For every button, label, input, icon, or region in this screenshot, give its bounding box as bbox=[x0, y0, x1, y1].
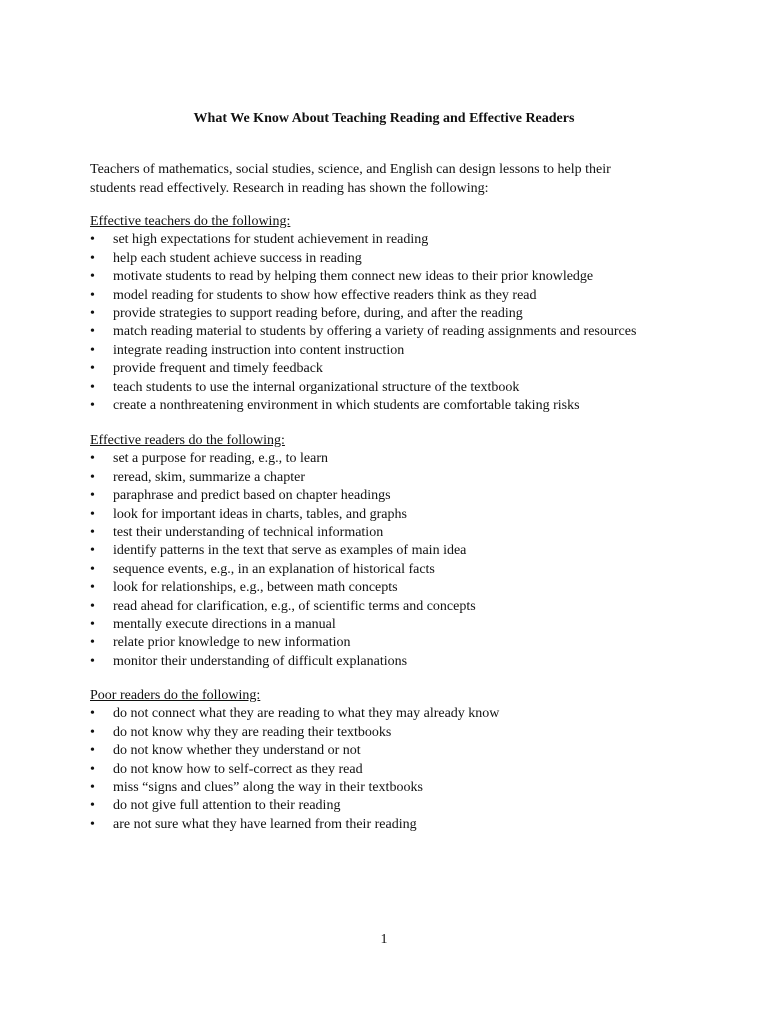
intro-line: students read effectively. Research in reading has shown the following: bbox=[90, 180, 489, 196]
list-item-text: help each student achieve success in reading bbox=[113, 250, 362, 266]
bullet-icon: • bbox=[90, 269, 95, 285]
list-item bbox=[90, 379, 730, 397]
list-item bbox=[90, 469, 730, 487]
list-item-text: test their understanding of technical information bbox=[113, 525, 384, 541]
bullet-icon: • bbox=[90, 724, 95, 740]
list-item-text: do not know how to self-correct as they read bbox=[113, 761, 363, 777]
bullet-icon: • bbox=[90, 798, 95, 814]
section-heading: Effective readers do the following: bbox=[90, 433, 285, 448]
list-item bbox=[90, 761, 730, 779]
bullet-icon: • bbox=[90, 635, 95, 651]
list-item bbox=[90, 524, 730, 542]
list-item-text: do not know why they are reading their textbooks bbox=[113, 724, 392, 740]
bullet-icon: • bbox=[90, 361, 95, 377]
list-item-text: relate prior knowledge to new information bbox=[113, 635, 351, 651]
bullet-icon: • bbox=[90, 324, 95, 340]
bullet-icon: • bbox=[90, 617, 95, 633]
list-item bbox=[90, 797, 730, 815]
list-item-text: set a purpose for reading, e.g., to learn bbox=[113, 451, 328, 467]
list-item bbox=[90, 561, 730, 579]
list-item-text: match reading material to students by offering a variety of reading assignments and resources bbox=[113, 324, 637, 340]
list-item bbox=[90, 268, 730, 286]
list-item bbox=[90, 250, 730, 268]
list-item bbox=[90, 305, 730, 323]
list-item bbox=[90, 742, 730, 760]
bullet-icon: • bbox=[90, 306, 95, 322]
section-effective-readers bbox=[90, 432, 730, 671]
list-item-text: set high expectations for student achievement in reading bbox=[113, 232, 429, 248]
list-item bbox=[90, 487, 730, 505]
bullet-list bbox=[90, 705, 730, 834]
bullet-icon: • bbox=[90, 451, 95, 467]
list-item bbox=[90, 360, 730, 378]
list-item-text: sequence events, e.g., in an explanation of historical facts bbox=[113, 561, 435, 577]
list-item bbox=[90, 816, 730, 834]
bullet-list bbox=[90, 231, 730, 415]
page-title: What We Know About Teaching Reading and Effective Readers bbox=[193, 111, 575, 126]
bullet-icon: • bbox=[90, 653, 95, 669]
list-item-text: motivate students to read by helping them connect new ideas to their prior knowledge bbox=[113, 269, 594, 285]
list-item-text: paraphrase and predict based on chapter headings bbox=[113, 488, 391, 504]
list-item-text: monitor their understanding of difficult explanations bbox=[113, 653, 408, 669]
list-item bbox=[90, 598, 730, 616]
bullet-icon: • bbox=[90, 598, 95, 614]
list-item-text: teach students to use the internal organizational structure of the textbook bbox=[113, 379, 520, 395]
bullet-icon: • bbox=[90, 706, 95, 722]
list-item bbox=[90, 450, 730, 468]
section-poor-readers bbox=[90, 687, 730, 834]
list-item bbox=[90, 779, 730, 797]
bullet-icon: • bbox=[90, 816, 95, 832]
bullet-icon: • bbox=[90, 287, 95, 303]
bullet-icon: • bbox=[90, 561, 95, 577]
list-item-text: provide strategies to support reading before, during, and after the reading bbox=[113, 306, 523, 322]
intro-line: Teachers of mathematics, social studies, science, and English can design lessons to help their bbox=[90, 162, 611, 177]
list-item bbox=[90, 705, 730, 723]
list-item-text: provide frequent and timely feedback bbox=[113, 361, 323, 377]
bullet-icon: • bbox=[90, 398, 95, 414]
bullet-icon: • bbox=[90, 379, 95, 395]
list-item bbox=[90, 342, 730, 360]
list-item bbox=[90, 287, 730, 305]
list-item bbox=[90, 231, 730, 249]
bullet-icon: • bbox=[90, 506, 95, 522]
list-item bbox=[90, 397, 730, 415]
list-item bbox=[90, 653, 730, 671]
section-heading: Poor readers do the following: bbox=[90, 688, 261, 703]
bullet-icon: • bbox=[90, 469, 95, 485]
list-item-text: look for important ideas in charts, tables, and graphs bbox=[113, 506, 407, 522]
list-item-text: do not know whether they understand or not bbox=[113, 743, 361, 759]
list-item bbox=[90, 542, 730, 560]
bullet-icon: • bbox=[90, 488, 95, 504]
list-item-text: model reading for students to show how effective readers think as they read bbox=[113, 287, 537, 303]
section-effective-teachers bbox=[90, 213, 730, 415]
list-item-text: are not sure what they have learned from their reading bbox=[113, 816, 417, 832]
list-item-text: reread, skim, summarize a chapter bbox=[113, 469, 306, 485]
list-item bbox=[90, 506, 730, 524]
bullet-icon: • bbox=[90, 543, 95, 559]
bullet-list bbox=[90, 450, 730, 671]
list-item-text: do not connect what they are reading to what they may already know bbox=[113, 706, 500, 722]
bullet-icon: • bbox=[90, 232, 95, 248]
bullet-icon: • bbox=[90, 342, 95, 358]
list-item bbox=[90, 724, 730, 742]
bullet-icon: • bbox=[90, 743, 95, 759]
bullet-icon: • bbox=[90, 250, 95, 266]
section-heading: Effective teachers do the following: bbox=[90, 214, 291, 229]
list-item bbox=[90, 323, 730, 341]
list-item-text: identify patterns in the text that serve as examples of main idea bbox=[113, 543, 467, 559]
list-item bbox=[90, 634, 730, 652]
list-item-text: create a nonthreatening environment in which students are comfortable taking risks bbox=[113, 398, 580, 414]
bullet-icon: • bbox=[90, 580, 95, 596]
list-item-text: do not give full attention to their reading bbox=[113, 798, 341, 814]
bullet-icon: • bbox=[90, 780, 95, 796]
list-item-text: read ahead for clarification, e.g., of scientific terms and concepts bbox=[113, 598, 476, 614]
intro-paragraph bbox=[90, 161, 710, 198]
list-item bbox=[90, 616, 730, 634]
list-item-text: integrate reading instruction into content instruction bbox=[113, 342, 405, 358]
bullet-icon: • bbox=[90, 525, 95, 541]
list-item-text: mentally execute directions in a manual bbox=[113, 617, 336, 633]
list-item bbox=[90, 579, 730, 597]
list-item-text: look for relationships, e.g., between math concepts bbox=[113, 580, 398, 596]
page-number: 1 bbox=[380, 932, 388, 947]
list-item-text: miss “signs and clues” along the way in their textbooks bbox=[113, 780, 423, 796]
bullet-icon: • bbox=[90, 761, 95, 777]
